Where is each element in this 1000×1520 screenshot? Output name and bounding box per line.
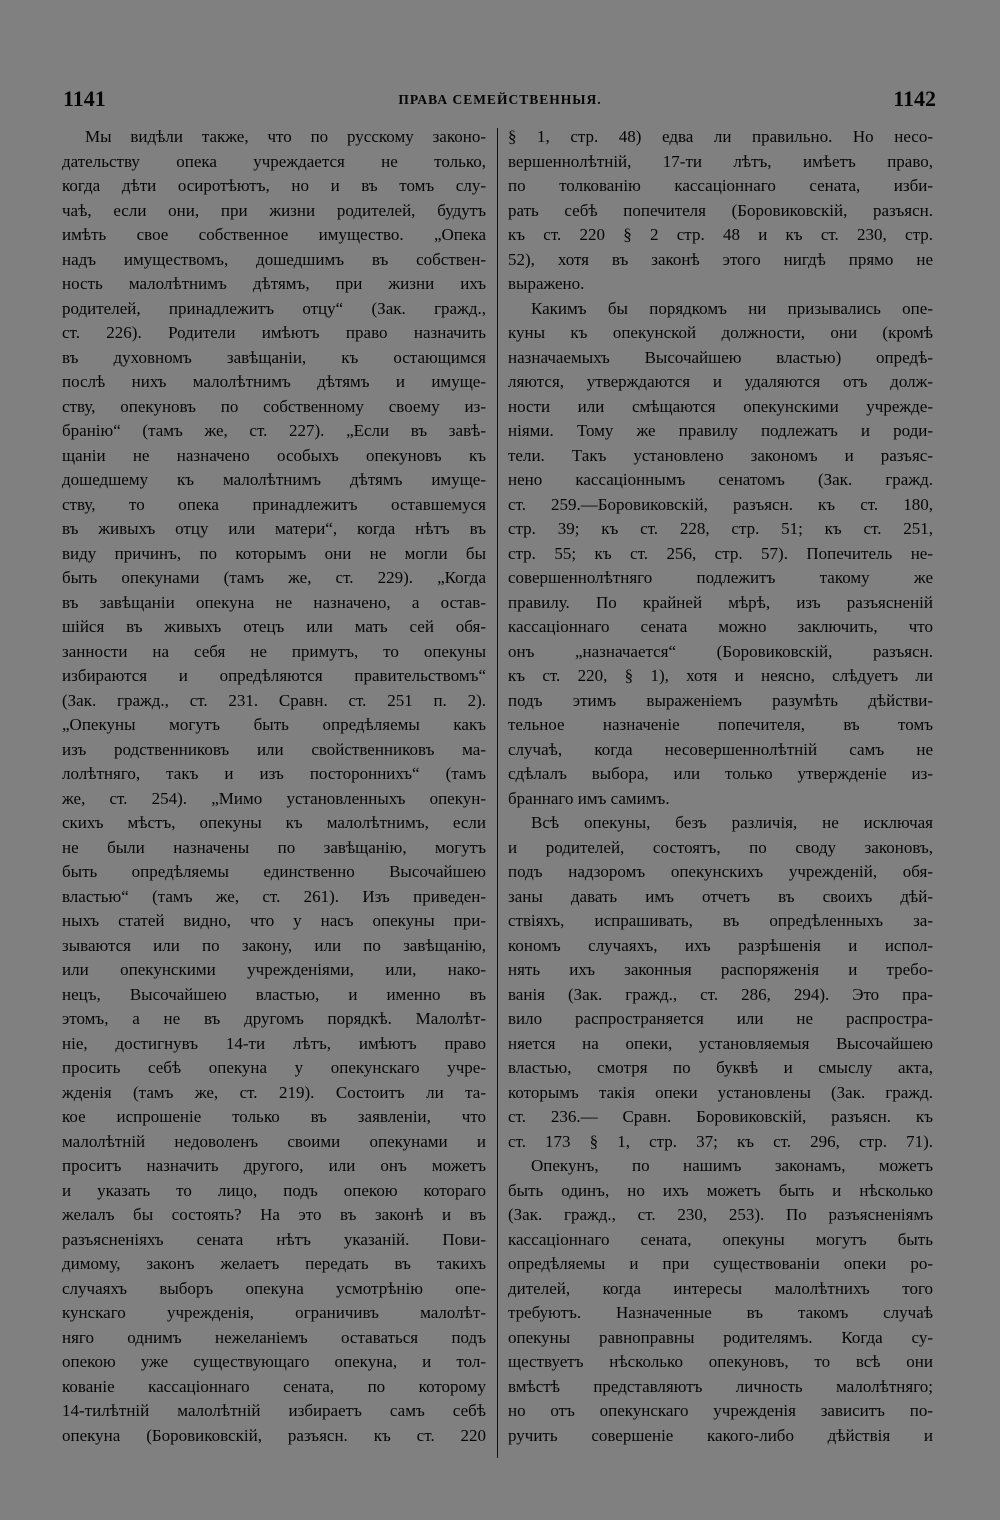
right-column	[508, 125, 933, 1448]
text-line: случаяхъ выборъ опекуна усмотрѣнію опе-	[62, 1278, 486, 1298]
text-line: „Опекуны могутъ быть опредѣляемы какъ	[62, 715, 486, 734]
text-line: подъ этимъ выраженіемъ разумѣть дѣйстви-	[508, 690, 933, 710]
text-line: зываются или по закону, или по завѣщанію,	[62, 935, 486, 955]
text-line: жденія (тамъ же, ст. 219). Состоитъ ли та-	[62, 1082, 486, 1102]
text-line: кономъ случаяхъ, ихъ разрѣшенія и испол-	[508, 935, 933, 955]
text-line: 14-тилѣтній малолѣтній избираетъ самъ себѣ	[62, 1401, 486, 1420]
text-line: ручить совершеніе какого-либо дѣйствія и	[508, 1425, 933, 1445]
text-line: опекою уже существующаго опекуна, и тол-	[62, 1352, 486, 1371]
text-line: куны къ опекунской должности, они (кромѣ	[508, 323, 933, 342]
text-line: вмѣстѣ представляютъ личность малолѣтняго;	[508, 1376, 933, 1396]
text-line: изъ родственниковъ или свойственниковъ ма-	[62, 739, 486, 759]
text-line: опредѣляемы и при существованіи опеки ро-	[508, 1254, 933, 1273]
text-line: которымъ такія опеки установлены (Зак. гражд.	[508, 1082, 933, 1102]
text-line: выражено.	[508, 274, 585, 293]
text-line: тели. Такъ установлено закономъ и разъяс-	[508, 445, 933, 465]
text-line: родителей, принадлежитъ отцу“ (Зак. гражд.,	[62, 298, 486, 318]
text-line: вершеннолѣтній, 17-ти лѣтъ, имѣетъ право,	[508, 151, 933, 171]
page-number-right: 1142	[893, 86, 936, 111]
text-line: въ завѣщаніи опекуна не назначено, а остав-	[62, 592, 486, 612]
text-line: няго однимъ нежеланіемъ оставаться подъ	[62, 1327, 486, 1347]
text-line: чаѣ, если они, при жизни родителей, будутъ	[62, 200, 486, 220]
text-line: малолѣтній недоволенъ своими опекунами и	[62, 1131, 486, 1151]
text-line: просить себѣ опекуна у опекунскаго учре-	[62, 1058, 486, 1077]
text-line: требуютъ. Назначенные въ такомъ случаѣ	[508, 1303, 933, 1322]
text-line: этомъ, а не въ другомъ порядкѣ. Малолѣт-	[62, 1009, 486, 1028]
text-line: и указать то лицо, подъ опекою котораго	[62, 1180, 486, 1200]
text-line: § 1, стр. 48) едва ли правильно. Но несо-	[508, 127, 933, 146]
left-column	[62, 125, 486, 1448]
text-line: ст. 259.—Боровиковскій, разъясн. къ ст. 180,	[508, 494, 933, 514]
text-line: нять ихъ законныя распоряженія и требо-	[508, 960, 933, 979]
text-line: или опекунскими учрежденіями, или, нако-	[62, 960, 486, 979]
text-line: дательству опека учреждается не только,	[62, 151, 486, 171]
text-line: онъ „назначается“ (Боровиковскій, разъясн.	[508, 641, 933, 661]
text-line: разъясненіяхъ сената нѣтъ указаній. Пови-	[62, 1229, 486, 1249]
text-line: ству, то опека принадлежитъ оставшемуся	[62, 494, 486, 514]
text-line: дошедшему къ малолѣтнимъ дѣтямъ имуще-	[62, 470, 486, 489]
text-line: (Зак. гражд., ст. 231. Сравн. ст. 251 п. 2).	[62, 690, 486, 710]
text-line: ности или смѣщаются опекунскими учрежде-	[508, 396, 933, 416]
text-line: же, ст. 254). „Мимо установленныхъ опекун-	[62, 788, 486, 808]
text-line: имѣть свое собственное имущество. „Опека	[62, 225, 486, 244]
running-title: ПРАВА СЕМЕЙСТВЕННЫЯ.	[398, 92, 602, 107]
text-line: бранію“ (тамъ же, ст. 227). „Если въ завѣ-	[62, 421, 486, 440]
text-line: ствіяхъ, испрашивать, въ опредѣленныхъ за-	[508, 911, 933, 930]
text-line: послѣ нихъ малолѣтнимъ дѣтямъ и имуще-	[62, 372, 486, 391]
text-line: кунскаго учрежденія, ограничивъ малолѣт-	[62, 1303, 486, 1322]
text-line: къ ст. 220, § 1), хотя и неясно, слѣдуетъ ли	[508, 666, 933, 685]
text-line: совершеннолѣтняго подлежитъ такому же	[508, 568, 933, 587]
text-line: ст. 236.— Сравн. Боровиковскій, разъясн. къ	[508, 1107, 933, 1126]
text-line: стр. 55; къ ст. 256, стр. 57). Попечитель не-	[508, 543, 933, 563]
page-number-left: 1141	[63, 86, 106, 111]
text-line: Опекунъ, по нашимъ законамъ, можетъ	[531, 1156, 933, 1175]
text-line: сдѣлалъ выбора, или только утвержденіе из-	[508, 764, 933, 783]
text-line: браннаго имъ самимъ.	[508, 788, 670, 808]
text-line: шійся въ живыхъ отецъ или мать сей обя-	[62, 617, 486, 636]
text-line: по толкованію кассаціоннаго сената, изби-	[508, 176, 933, 195]
text-line: къ ст. 220 § 2 стр. 48 и къ ст. 230, стр.	[508, 225, 933, 244]
text-line: виду причинъ, по которымъ они не могли бы	[62, 543, 486, 563]
page-header	[0, 86, 1000, 116]
text-line: опекуны равноправны родителямъ. Когда су-	[508, 1327, 933, 1347]
text-line: назначаемыхъ Высочайшею властью) опредѣ-	[508, 347, 933, 367]
text-line: нецъ, Высочайшею властью, и именно въ	[62, 984, 486, 1004]
text-line: заны давать имъ отчетъ въ своихъ дѣй-	[508, 886, 933, 906]
text-line: опекуна (Боровиковскій, разъясн. къ ст. 220	[62, 1425, 486, 1445]
text-line: вило распространяется или не распростра-	[508, 1009, 933, 1028]
text-line: Какимъ бы порядкомъ ни призывались опе-	[531, 298, 933, 318]
text-line: подъ надзоромъ опекунскихъ учрежденій, обя-	[508, 862, 933, 881]
text-line: случаѣ, когда несовершеннолѣтній самъ не	[508, 739, 933, 759]
text-line: нено кассаціоннымъ сенатомъ (Зак. гражд.	[508, 470, 933, 489]
text-line: (Зак. гражд., ст. 230, 253). По разъясненіямъ	[508, 1205, 933, 1224]
text-line: скихъ мѣстъ, опекуны къ малолѣтнимъ, если	[62, 813, 486, 832]
text-line: ныхъ статей видно, что у насъ опекуны при-	[62, 911, 486, 930]
text-line: кассаціоннаго сената можно заключить, что	[508, 617, 933, 636]
text-line: властью, смотря по буквѣ и смыслу акта,	[508, 1058, 933, 1077]
text-line: кассаціоннаго сената, опекуны могутъ быть	[508, 1229, 933, 1249]
text-line: тельное назначеніе попечителя, въ томъ	[508, 715, 933, 734]
text-line: властью“ (тамъ же, ст. 261). Изъ приведен-	[62, 886, 486, 906]
text-line: ст. 226). Родители имѣютъ право назначить	[62, 323, 486, 342]
text-line: правилу. По крайней мѣрѣ, изъ разъясненій	[508, 592, 933, 612]
text-line: въ духовномъ завѣщаніи, къ остающимся	[62, 347, 486, 367]
column-divider	[497, 128, 498, 1458]
text-line: лолѣтняго, такъ и изъ постороннихъ“ (тамъ	[62, 764, 486, 783]
text-line: щаніи не назначено особыхъ опекуновъ къ	[62, 445, 486, 465]
text-line: въ живыхъ отцу или матери“, когда нѣтъ въ	[62, 519, 486, 538]
text-line: когда дѣти осиротѣютъ, но и въ томъ слу-	[62, 176, 486, 195]
text-line: кованіе кассаціоннаго сената, по которому	[62, 1376, 486, 1396]
text-line: Мы видѣли также, что по русскому законо-	[85, 127, 486, 146]
text-line: ществуетъ нѣсколько опекуновъ, то всѣ они	[508, 1352, 933, 1371]
text-line: 52), хотя въ законѣ этого нигдѣ прямо не	[508, 249, 933, 269]
text-line: ству, опекуновъ по собственному своему из-	[62, 396, 486, 416]
text-line: быть опекунами (тамъ же, ст. 229). „Когда	[62, 568, 486, 587]
text-line: проситъ назначить другого, или онъ можетъ	[62, 1156, 486, 1175]
text-line: ность малолѣтнимъ дѣтямъ, при жизни ихъ	[62, 274, 486, 293]
text-line: и родителей, состоятъ, по своду законовъ,	[508, 837, 933, 857]
text-line: Всѣ опекуны, безъ различія, не исключая	[531, 813, 933, 832]
text-line: быть одинъ, но ихъ можетъ быть и нѣсколько	[508, 1180, 933, 1200]
text-line: ніе, достигнувъ 14-ти лѣтъ, имѣютъ право	[62, 1033, 486, 1053]
text-line: рать себѣ попечителя (Боровиковскій, разъясн.	[508, 200, 933, 220]
text-line: занности на себя не примутъ, то опекуны	[62, 641, 486, 661]
text-line: ванія (Зак. гражд., ст. 286, 294). Это пра-	[508, 984, 933, 1004]
text-line: быть опредѣляемы единственно Высочайшею	[62, 862, 486, 881]
text-line: но отъ опекунскаго учрежденія зависитъ по-	[508, 1401, 933, 1420]
text-line: избираются и опредѣляются правительствомъ“	[62, 666, 486, 685]
text-line: димому, законъ желаетъ передать въ такихъ	[62, 1254, 486, 1273]
text-line: ніями. Тому же правилу подлежатъ и роди-	[508, 421, 933, 440]
text-line: надъ имуществомъ, дошедшимъ въ собствен-	[62, 249, 486, 269]
text-line: желалъ бы состоять? На это въ законѣ и въ	[62, 1205, 486, 1224]
text-line: не были назначены по завѣщанію, могутъ	[62, 837, 486, 857]
text-line: ляются, утверждаются и удаляются отъ долж-	[508, 372, 933, 391]
text-line: кое испрошеніе только въ заявленіи, что	[62, 1107, 486, 1126]
text-line: ст. 173 § 1, стр. 37; къ ст. 296, стр. 71).	[508, 1131, 933, 1151]
text-line: стр. 39; къ ст. 228, стр. 51; къ ст. 251,	[508, 519, 933, 538]
text-line: няется на опеки, установляемыя Высочайшею	[508, 1033, 933, 1053]
text-line: дителей, когда интересы малолѣтнихъ того	[508, 1278, 933, 1298]
